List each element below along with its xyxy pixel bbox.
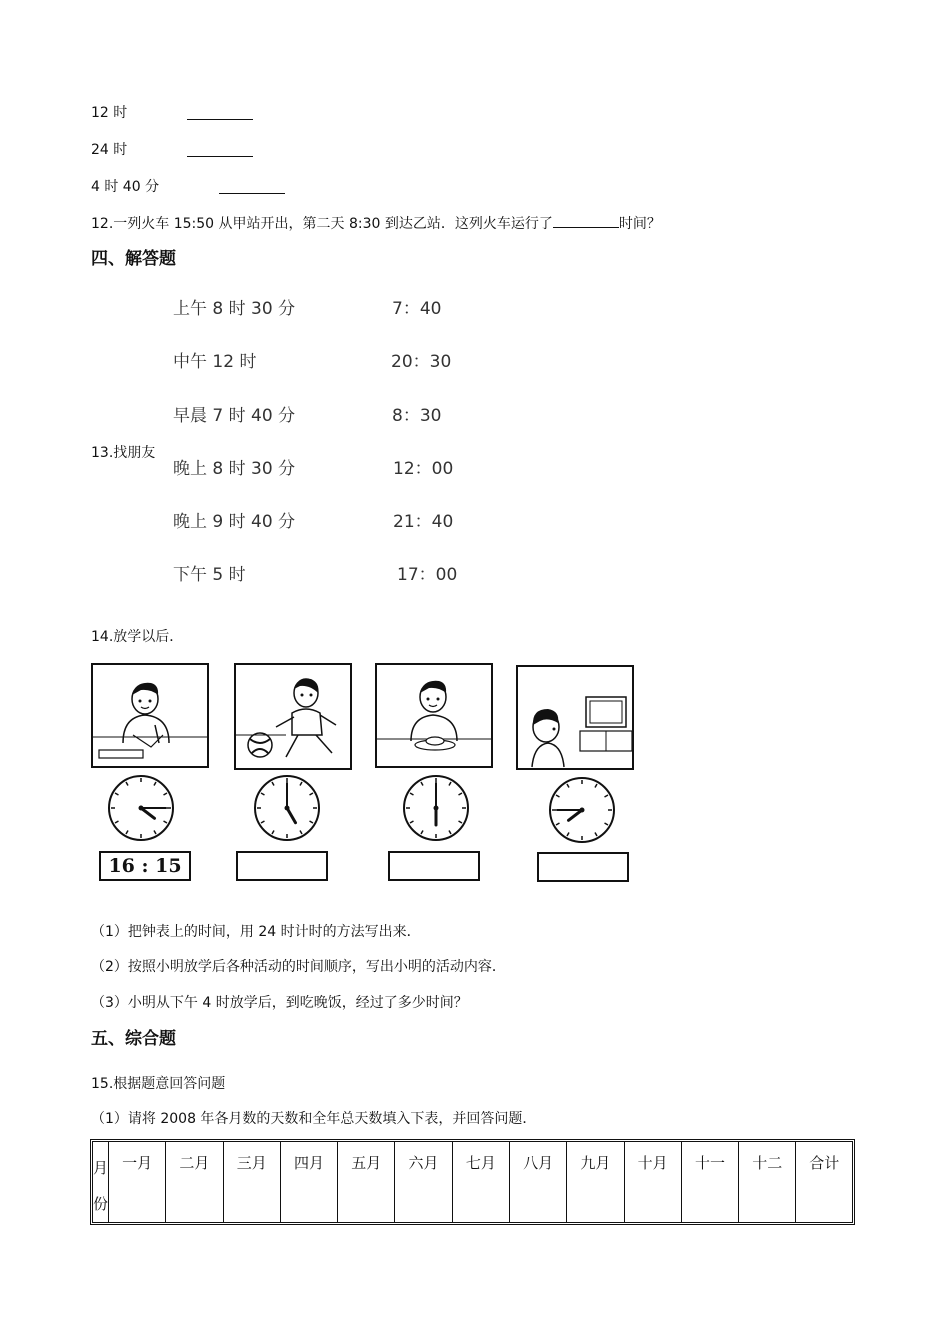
table-header-cell[interactable]: 三月 (224, 1142, 281, 1222)
clock-center (580, 808, 585, 813)
section-title: 五、综合题 (91, 1029, 176, 1049)
table-row (93, 1142, 852, 1222)
clock-icon (105, 772, 177, 844)
table-header-cell[interactable]: 六月 (395, 1142, 452, 1222)
scene-eating-image (375, 663, 493, 768)
q14-label: 14.放学以后． (91, 629, 184, 645)
time-answer-box[interactable] (236, 851, 328, 881)
q11-label: 24 时 (91, 142, 128, 158)
q11-line-2 (91, 140, 127, 160)
q12-text-end: 时间？ (618, 216, 661, 232)
clock-center (139, 806, 144, 811)
match-right-item[interactable]: 8：30 (392, 406, 442, 426)
q14-sub-question: （3）小明从下午 4 时放学后，到吃晚饭，经过了多少时间？ (91, 995, 468, 1011)
q11-label: 12 时 (91, 105, 128, 121)
q13-label: 13.找朋友 (91, 445, 156, 461)
answer-blank[interactable] (187, 142, 253, 157)
answer-blank[interactable] (187, 105, 253, 120)
q14-sub-question: （1）把钟表上的时间，用 24 时计时的方法写出来． (91, 924, 421, 940)
q11-line-3 (91, 177, 159, 197)
table-header-cell[interactable]: 十月 (625, 1142, 682, 1222)
match-left-item[interactable]: 中午 12 时 (173, 352, 257, 372)
table-header-cell[interactable]: 四月 (281, 1142, 338, 1222)
match-left-item[interactable]: 上午 8 时 30 分 (173, 299, 296, 319)
answer-blank[interactable] (219, 179, 285, 194)
match-right-item[interactable]: 17：00 (397, 565, 458, 585)
answer-blank[interactable] (553, 213, 619, 228)
clock-icon (546, 774, 618, 846)
table-header-cell[interactable]: 合计 (809, 1154, 840, 1172)
table-header-cell[interactable]: 二月 (166, 1142, 223, 1222)
scene-tv-image (516, 665, 634, 770)
match-right-item[interactable]: 20：30 (391, 352, 452, 372)
match-right-item[interactable]: 21：40 (393, 512, 454, 532)
table-header-cell[interactable]: 一月 (109, 1142, 166, 1222)
clock-icon (400, 772, 472, 844)
q12-question (91, 213, 661, 234)
q15-label: 15.根据题意回答问题 (91, 1076, 226, 1092)
time-box: 16 : 15 (99, 851, 191, 881)
match-left-item[interactable]: 早晨 7 时 40 分 (173, 406, 296, 426)
clock-center (434, 806, 439, 811)
month-days-table (90, 1139, 855, 1225)
table-header-cell[interactable]: 十二 (739, 1142, 796, 1222)
q11-line-1 (91, 103, 127, 123)
q15-sub-question: （1）请将 2008 年各月数的天数和全年总天数填入下表，并回答问题． (91, 1111, 537, 1127)
q11-label: 4 时 40 分 (91, 179, 160, 195)
q14-sub-question: （2）按照小明放学后各种活动的时间顺序，写出小明的活动内容． (91, 959, 506, 975)
clock-center (285, 806, 290, 811)
table-header-cell[interactable]: 十一 (682, 1142, 739, 1222)
q12-text: 12.一列火车 15:50 从甲站开出，第二天 8:30 到达乙站．这列火车运行了 (91, 216, 553, 232)
time-answer-box[interactable] (388, 851, 480, 881)
clock-icon (251, 772, 323, 844)
table-header-cell: 月份 (93, 1142, 109, 1222)
table-header-cell[interactable]: 五月 (338, 1142, 395, 1222)
match-left-item[interactable]: 下午 5 时 (173, 565, 246, 585)
scene-playing-ball-image (234, 663, 352, 770)
section-title: 四、解答题 (91, 249, 176, 269)
match-left-item[interactable]: 晚上 9 时 40 分 (173, 512, 296, 532)
table-header-cell[interactable]: 九月 (567, 1142, 624, 1222)
match-right-item[interactable]: 7：40 (392, 299, 442, 319)
table-header-cell[interactable]: 八月 (510, 1142, 567, 1222)
scene-homework-image (91, 663, 209, 768)
time-answer-box[interactable] (537, 852, 629, 882)
match-left-item[interactable]: 晚上 8 时 30 分 (173, 459, 296, 479)
match-right-item[interactable]: 12：00 (393, 459, 454, 479)
table-header-cell[interactable]: 七月 (453, 1142, 510, 1222)
